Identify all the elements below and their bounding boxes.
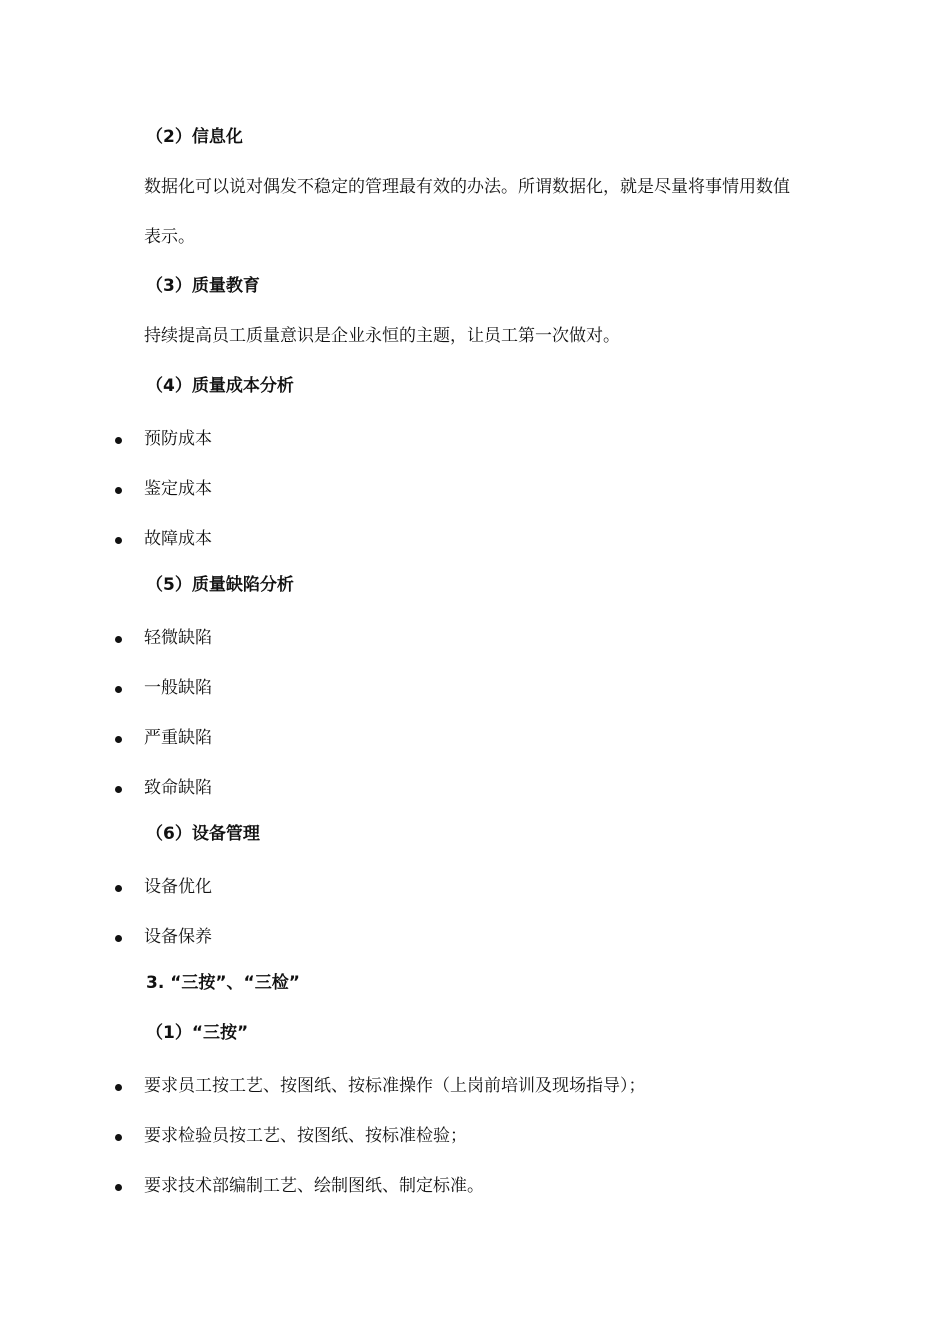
- bullet-icon: [115, 487, 122, 494]
- paragraph-line: 数据化可以说对偶发不稳定的管理最有效的办法。所谓数据化，就是尽量将事情用数值: [144, 177, 790, 197]
- section-heading-quality-cost: （4）质量成本分析: [146, 376, 294, 396]
- bullet-icon: [115, 686, 122, 693]
- bullet-icon: [115, 736, 122, 743]
- section-heading-three-check: 3. “三按”、“三检”: [146, 973, 300, 993]
- section-heading-quality-education: （3）质量教育: [146, 276, 260, 296]
- list-item: 故障成本: [144, 529, 212, 549]
- list-item: 一般缺陷: [144, 678, 212, 698]
- bullet-icon: [115, 1134, 122, 1141]
- list-item: 鉴定成本: [144, 479, 212, 499]
- bullet-icon: [115, 786, 122, 793]
- list-item: 预防成本: [144, 429, 212, 449]
- list-item: 严重缺陷: [144, 728, 212, 748]
- section-heading-defect-analysis: （5）质量缺陷分析: [146, 575, 294, 595]
- list-item: 要求员工按工艺、按图纸、按标准操作（上岗前培训及现场指导）；: [144, 1076, 646, 1096]
- paragraph-line: 持续提高员工质量意识是企业永恒的主题，让员工第一次做对。: [144, 326, 620, 346]
- section-heading-informatization: （2）信息化: [146, 127, 243, 147]
- paragraph-line: 表示。: [144, 227, 195, 247]
- bullet-icon: [115, 537, 122, 544]
- list-item: 设备保养: [144, 927, 212, 947]
- section-heading-three-follow: （1）“三按”: [146, 1023, 249, 1043]
- bullet-icon: [115, 885, 122, 892]
- bullet-icon: [115, 437, 122, 444]
- list-item: 致命缺陷: [144, 778, 212, 798]
- list-item: 设备优化: [144, 877, 212, 897]
- bullet-icon: [115, 1184, 122, 1191]
- list-item: 要求技术部编制工艺、绘制图纸、制定标准。: [144, 1176, 484, 1196]
- bullet-icon: [115, 935, 122, 942]
- list-item: 要求检验员按工艺、按图纸、按标准检验；: [144, 1126, 467, 1146]
- bullet-icon: [115, 636, 122, 643]
- list-item: 轻微缺陷: [144, 628, 212, 648]
- section-heading-equipment: （6）设备管理: [146, 824, 260, 844]
- bullet-icon: [115, 1084, 122, 1091]
